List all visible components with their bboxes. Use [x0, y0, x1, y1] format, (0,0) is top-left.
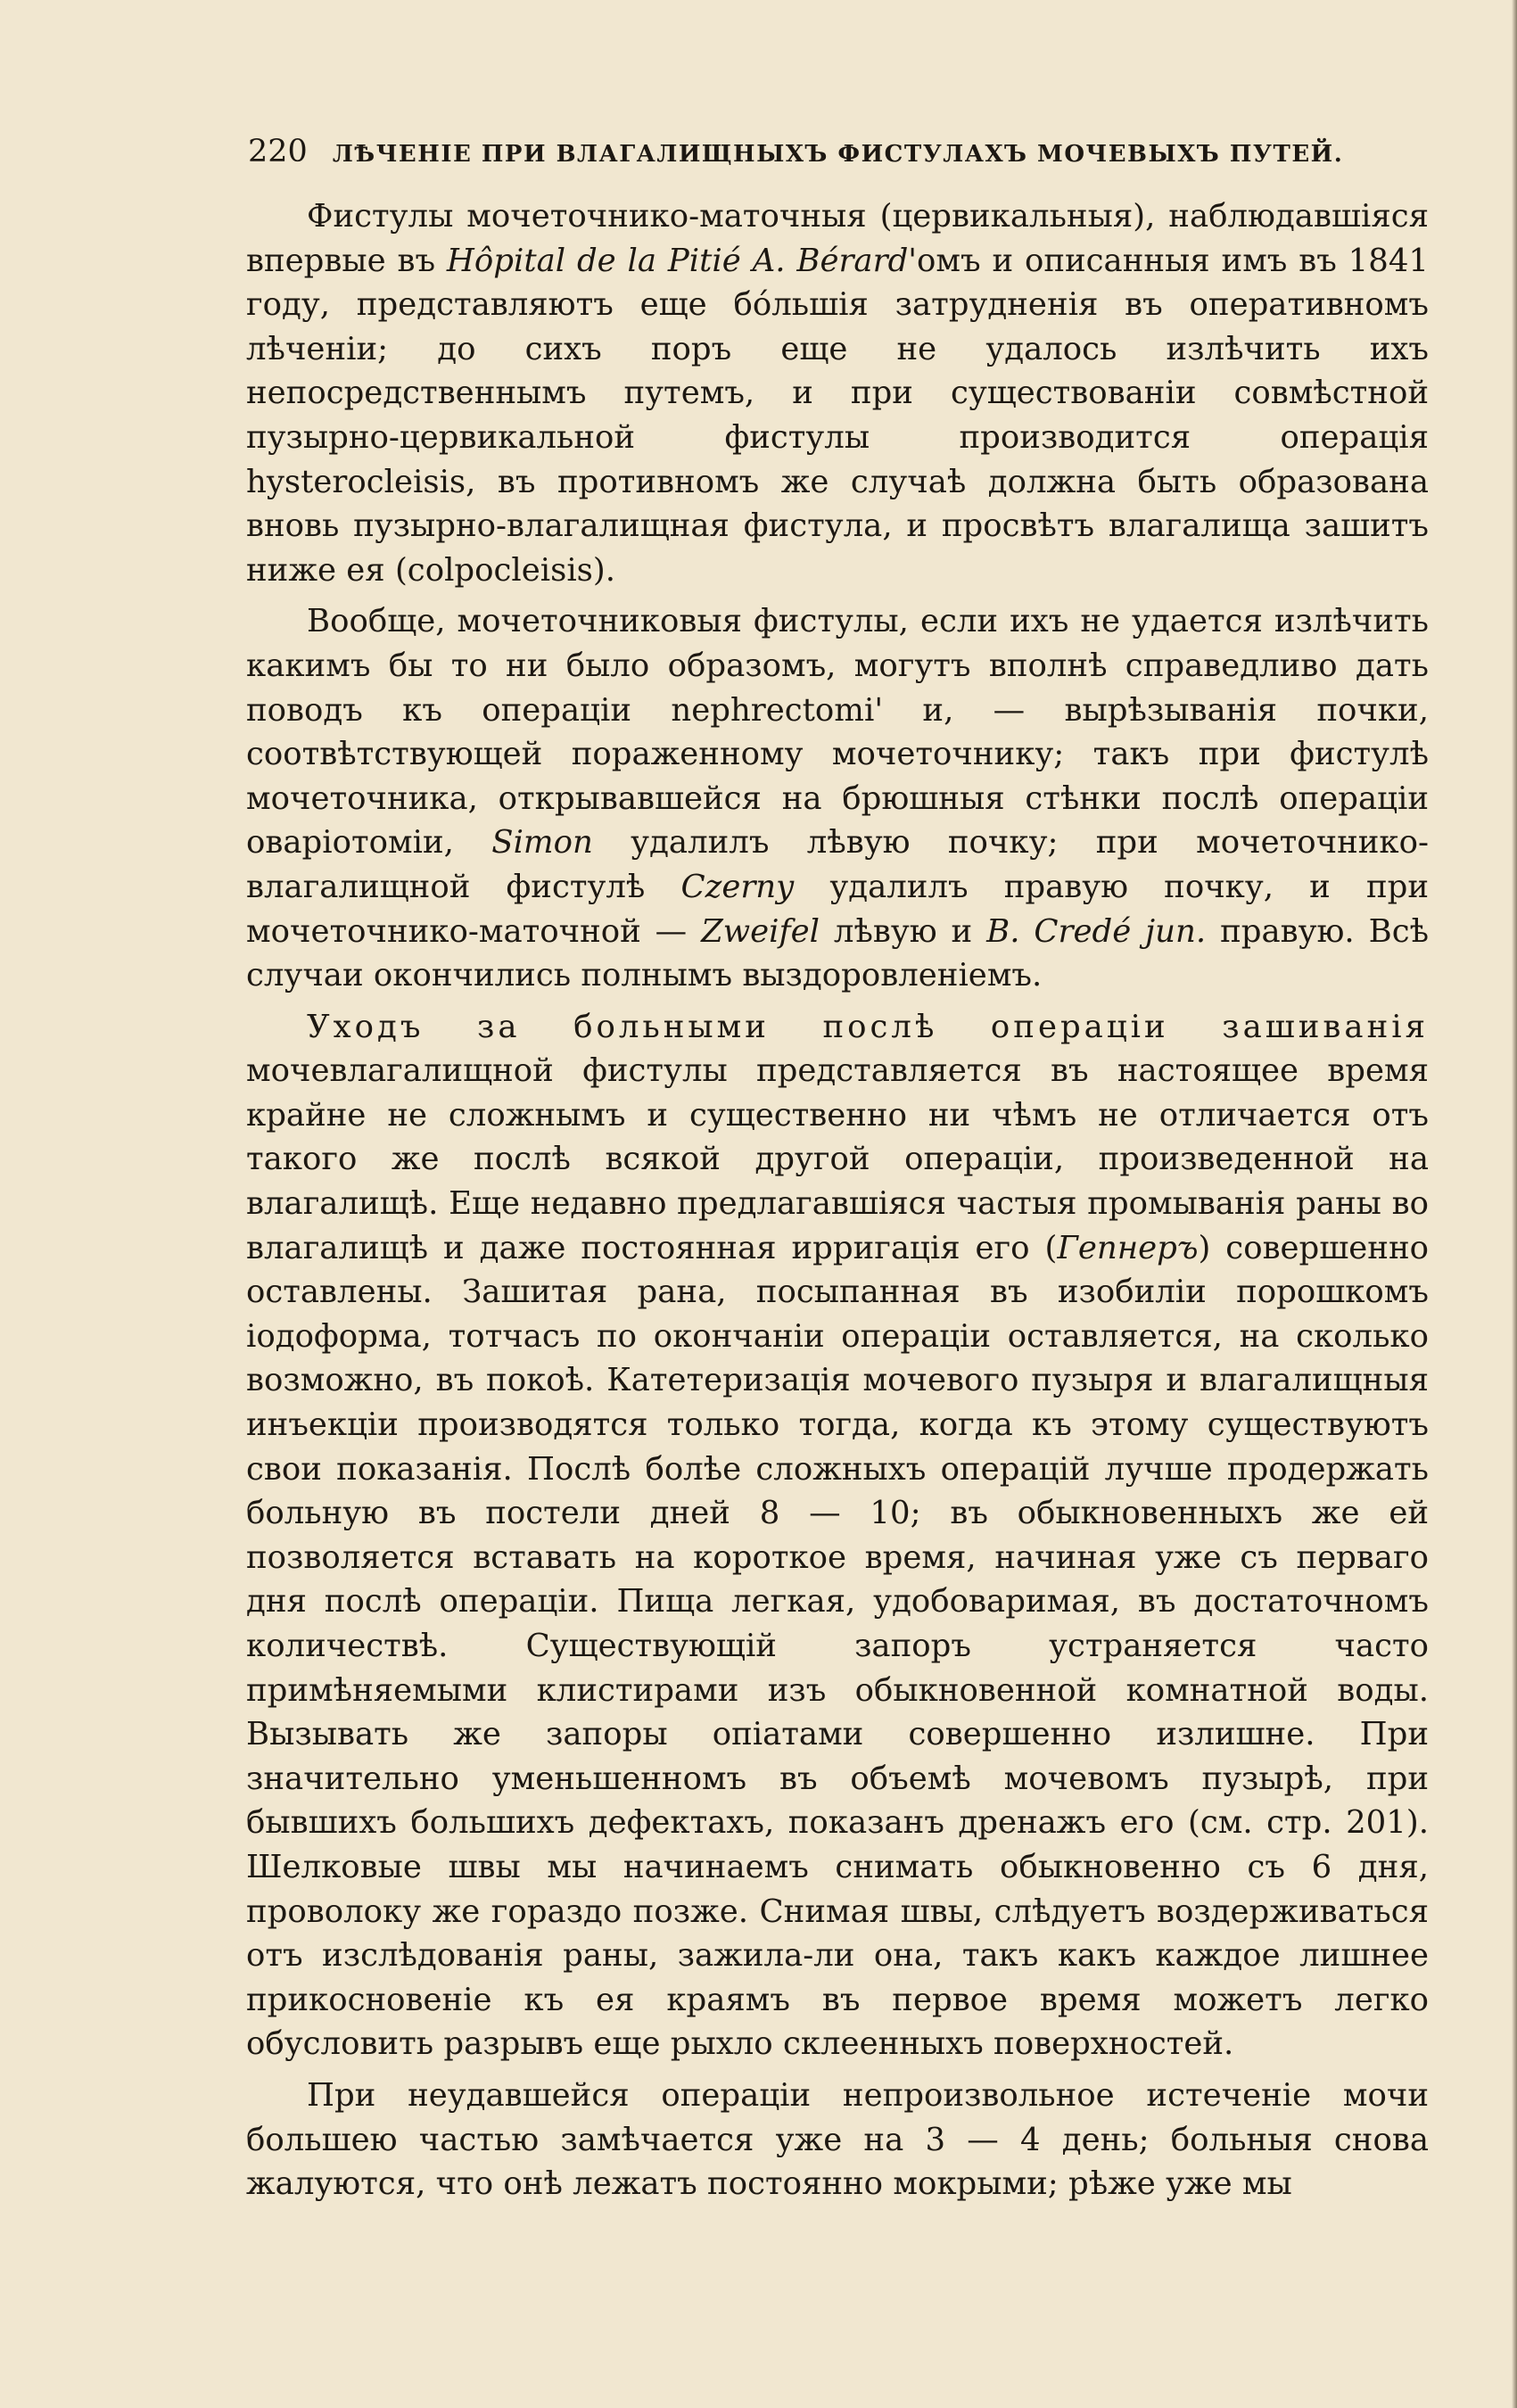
- author-name: Zweifel: [701, 912, 820, 950]
- author-name: B. Credé jun.: [986, 912, 1207, 950]
- body-text: [246, 194, 1429, 2206]
- text-run: мочевлагалищной фистулы представляется въ настоящее время крайне не сложнымъ и существенно ни чѣмъ не отличается отъ такого же послѣ всякой другой операціи, произведенной на влагалищѣ. Еще недавно предлагавшіяся частыя промыванія раны во влагалищѣ и даже постоянная ирригація его (: [246, 1052, 1429, 1266]
- author-name: Simon: [491, 824, 593, 862]
- page-edge: [1512, 0, 1517, 2408]
- text-run: лѣвую и: [820, 912, 987, 950]
- running-title: ЛѢЧЕНІЕ ПРИ ВЛАГАЛИЩНЫХЪ ФИСТУЛАХЪ МОЧЕВЫХЪ ПУТЕЙ.: [332, 141, 1344, 168]
- text-run: правую. Всѣ случаи окончились полнымъ выздоровленіемъ.: [246, 912, 1429, 994]
- text-run: Вообще, мочеточниковыя фистулы, если ихъ не удается излѣчить какимъ бы то ни было образомъ, могутъ вполнѣ справедливо дать поводъ къ операціи nephrectomi' и, — вырѣзыванія почки, соотвѣтствующей пораженному мочеточнику; такъ при фистулѣ мочеточника, открывавшейся на брюшныя стѣнки послѣ операціи оваріотоміи,: [246, 603, 1429, 862]
- text-run: При неудавшейся операціи непроизвольное истеченіе мочи большею частью замѣчается уже на 3 — 4 день; больныя снова жалуются, что онѣ лежатъ постоянно мокрыми; рѣже уже мы: [246, 2076, 1429, 2203]
- author-name: Hôpital de la Pitié A. Bérard: [446, 242, 909, 279]
- running-header: [248, 134, 1434, 178]
- author-name: Гепнеръ: [1057, 1229, 1199, 1266]
- section-lead-in: Уходъ за больными послѣ операціи зашиванія: [307, 1008, 1429, 1045]
- text-run: удалилъ лѣвую почку; при мочеточнико-влагалищной фистулѣ: [246, 824, 1429, 905]
- paragraph-1: [246, 194, 1429, 592]
- text-run: 'омъ и описанныя имъ въ 1841 году, представляютъ еще бо́льшія затрудненія въ оперативномъ лѣченіи; до сихъ поръ еще не удалось излѣчить ихъ непосредственнымъ путемъ, и при существованіи совмѣстной пузырно-цервикальной фистулы производится операція hysterocleisis, въ противномъ же случаѣ должна быть образована вновь пузырно-влагалищная фистула, и просвѣтъ влагалища зашитъ ниже ея (colpocleisis).: [246, 242, 1430, 589]
- paragraph-4: [246, 2074, 1429, 2206]
- paragraph-3: [246, 1005, 1429, 2066]
- text-run: ) совершенно оставлены. Зашитая рана, посыпанная въ изобиліи порошкомъ іодоформа, тотчасъ по окончаніи операціи оставляется, на сколько возможно, въ покоѣ. Катетеризація мочевого пузыря и влагалищныя инъекціи производятся только тогда, когда къ этому существуютъ свои показанія. Послѣ болѣе сложныхъ операцій лучше продержать больную въ постели дней 8 — 10; въ обыкновенныхъ же ей позволяется вставать на короткое время, начиная уже съ перваго дня послѣ операціи. Пища легкая, удобоваримая, въ достаточномъ количествѣ. Существующій запоръ устраняется часто примѣняемыми клистирами изъ обыкновенной комнатной воды. Вызывать же запоры опіатами совершенно излишне. При значительно уменьшенномъ въ объемѣ мочевомъ пузырѣ, при бывшихъ большихъ дефектахъ, показанъ дренажъ его (см. стр. 201). Шелковые швы мы начинаемъ снимать обыкновенно съ 6 дня, проволоку же гораздо позже. Снимая швы, слѣдуетъ воздерживаться отъ изслѣдованія раны, зажила-ли она, такъ какъ каждое лишнее прикосновеніе къ ея краямъ въ первое время можетъ легко обусловить разрывъ еще рыхло склеенныхъ поверхностей.: [246, 1229, 1429, 2063]
- page-number: 220: [248, 134, 308, 169]
- author-name: Czerny: [680, 868, 795, 905]
- text-run: Фистулы мочеточнико-маточныя (цервикальныя), наблюдавшіяся впервые въ: [246, 198, 1429, 279]
- text-run: удалилъ правую почку, и при мочеточнико-маточной —: [246, 868, 1429, 950]
- paragraph-2: [246, 599, 1429, 997]
